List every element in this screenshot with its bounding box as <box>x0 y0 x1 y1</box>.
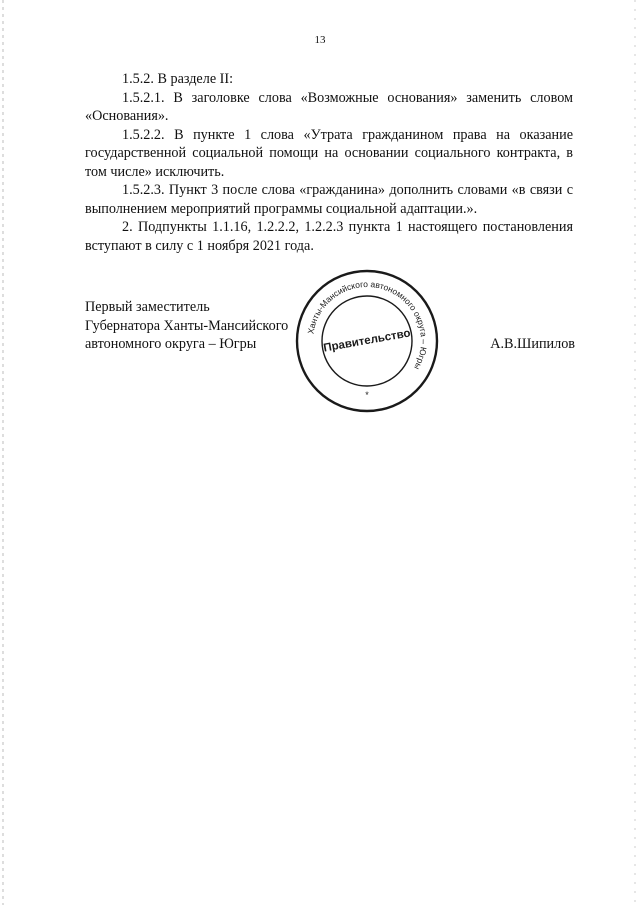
seal-star: * <box>365 390 369 400</box>
scan-edge-right <box>634 0 636 905</box>
scan-edge-left <box>2 0 4 905</box>
signatory-title-line-2: Губернатора Ханты-Мансийского <box>85 317 289 334</box>
page-number: 13 <box>314 34 326 46</box>
paragraph-1-5-2-2: 1.5.2.2. В пункте 1 слова «Утрата гражданином права на оказание государственной социальной помощи на основании социального контракта, в том числе» исключить. <box>85 126 573 180</box>
signatory-title-line-3: автономного округа – Югры <box>85 336 257 352</box>
document-body <box>85 70 573 255</box>
seal-center-text: Правительство <box>322 327 412 355</box>
signatory-title-line-1: Первый заместитель <box>85 299 210 315</box>
paragraph-2: 2. Подпункты 1.1.16, 1.2.2.2, 1.2.2.3 пункта 1 настоящего постановления вступают в силу с 1 ноября 2021 года. <box>85 219 573 254</box>
signatory-name: А.В.Шипилов <box>490 336 575 352</box>
official-seal-stamp <box>292 266 442 416</box>
paragraph-1-5-2-1: 1.5.2.1. В заголовке слова «Возможные основания» заменить словом «Основания». <box>85 89 573 124</box>
paragraph-1-5-2: 1.5.2. В разделе II: <box>122 71 234 87</box>
paragraph-1-5-2-3: 1.5.2.3. Пункт 3 после слова «гражданина» дополнить словами «в связи с выполнением мероприятий программы социальной адаптации.». <box>85 182 573 217</box>
seal-ring-text: Ханты-Мансийского автономного округа – Югры <box>305 278 430 372</box>
